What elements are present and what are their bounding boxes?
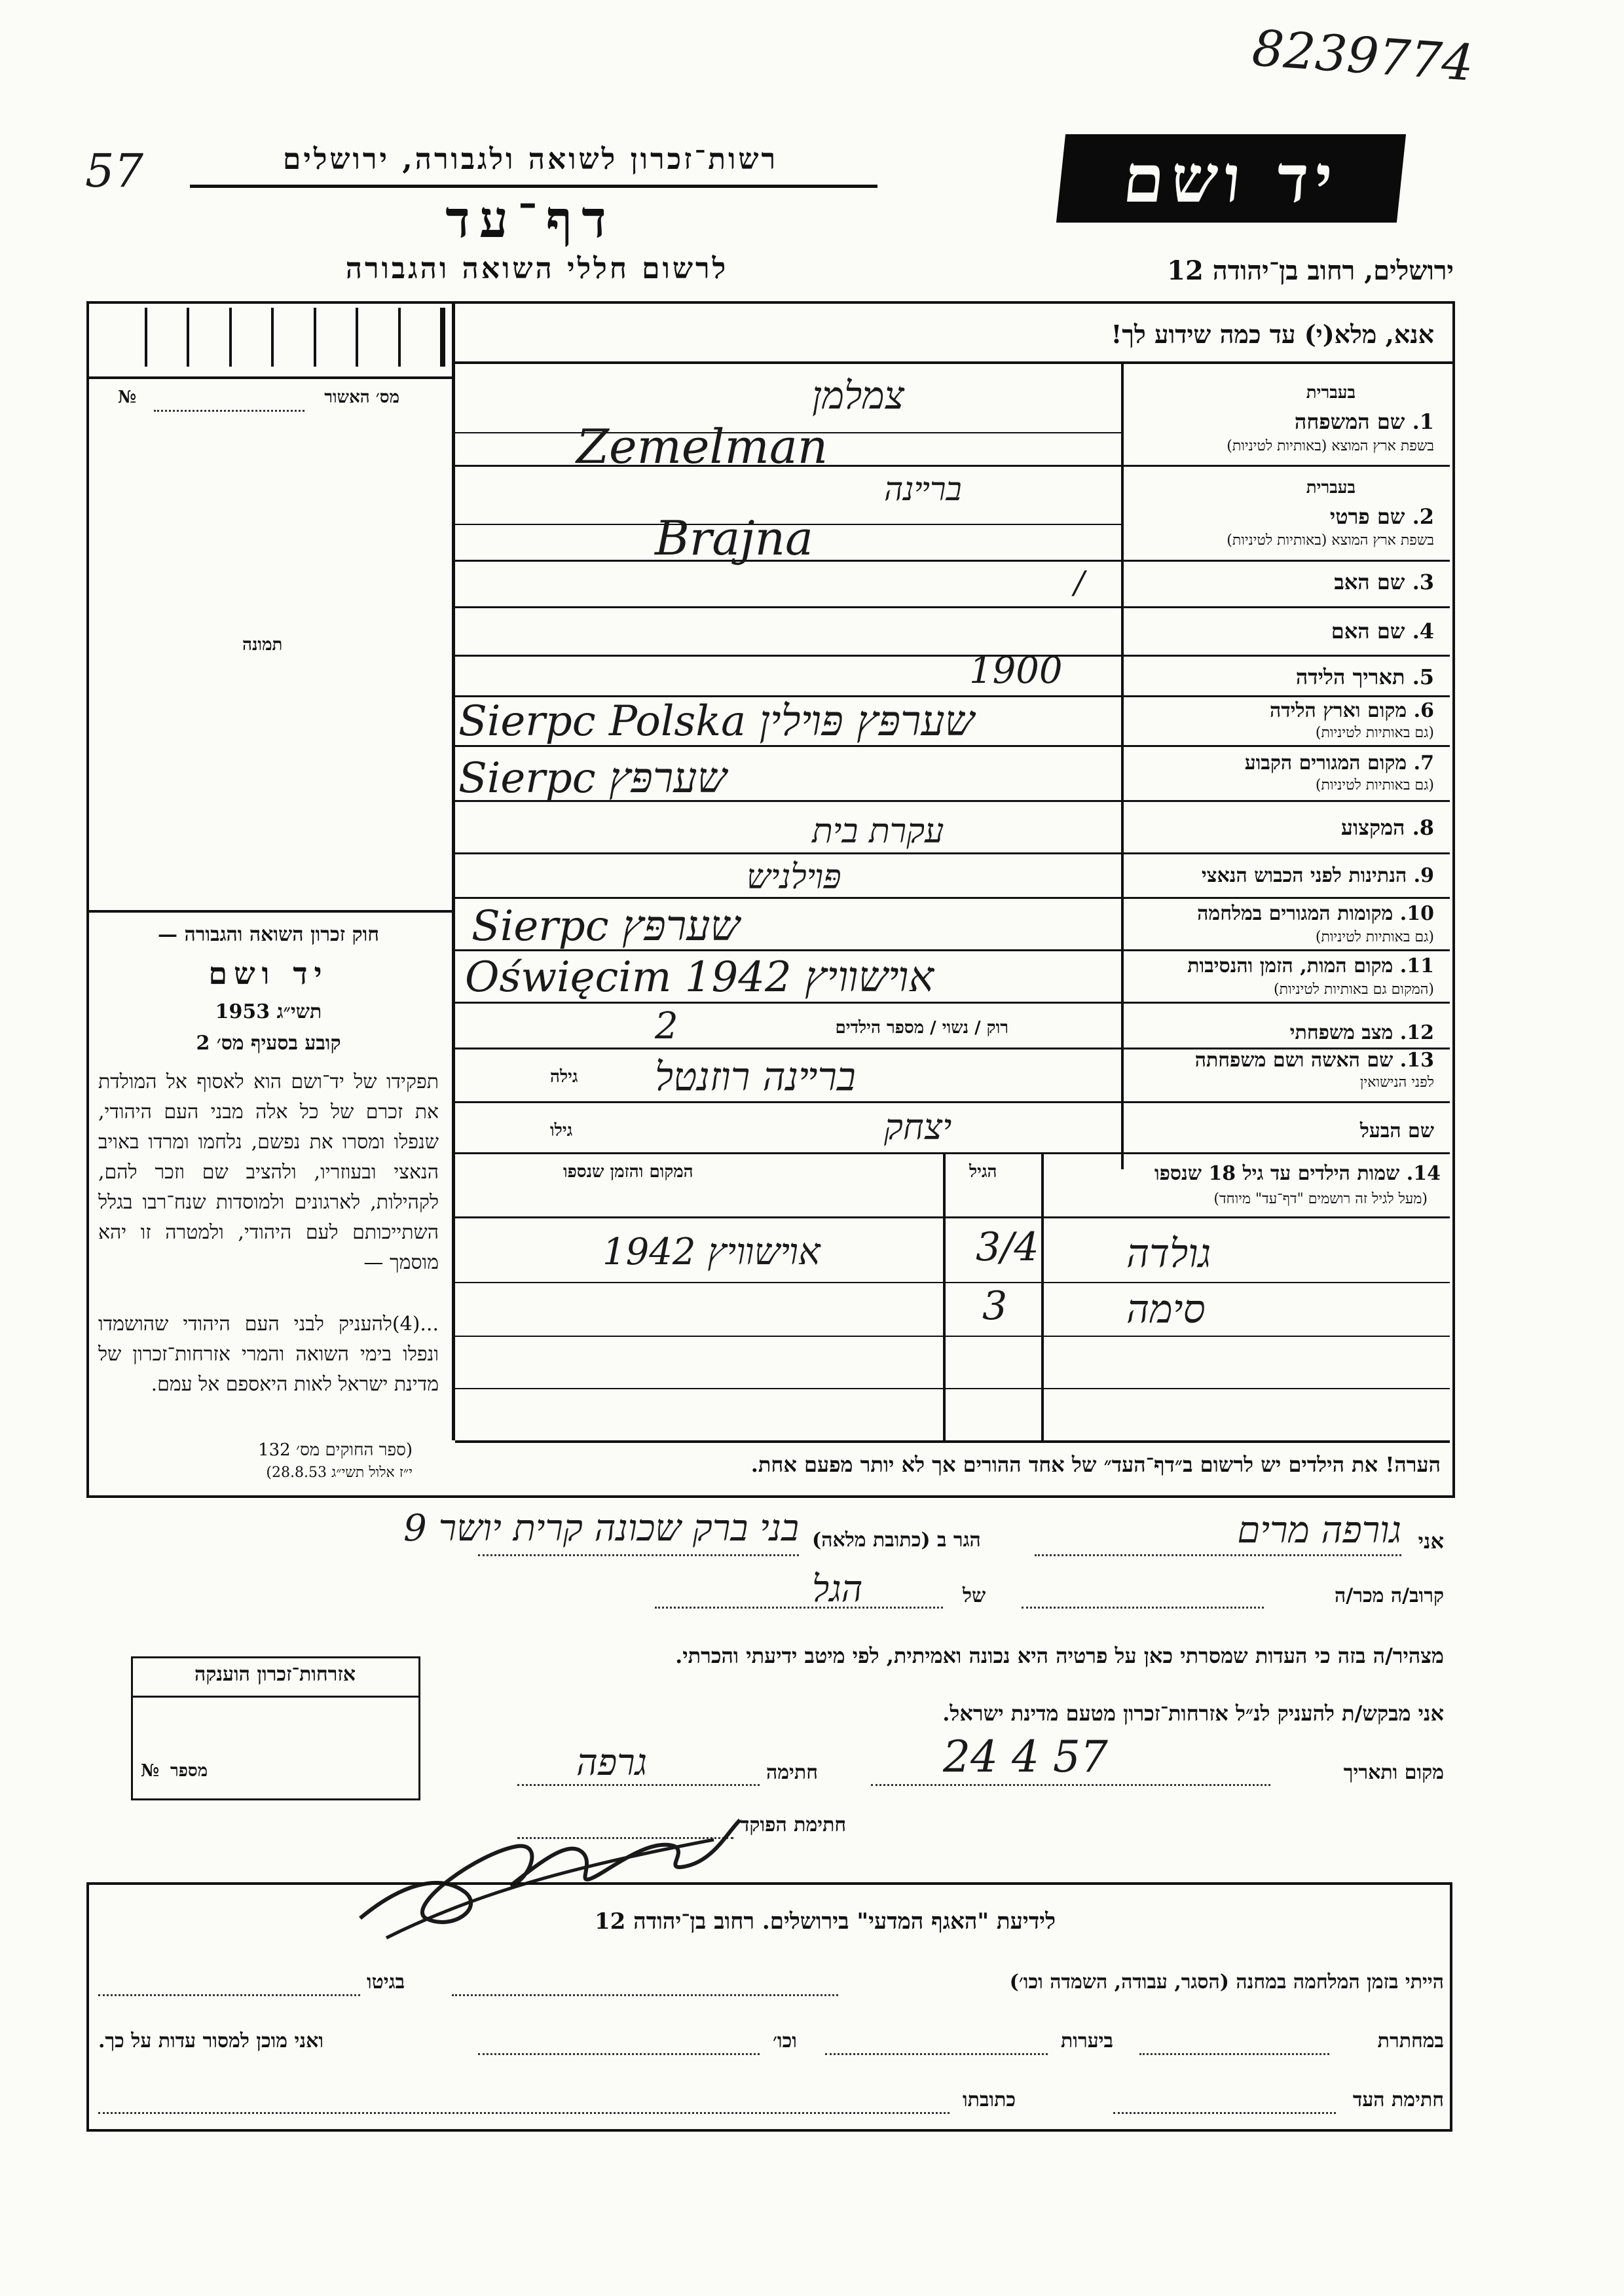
declarant-signature: גרפה bbox=[576, 1741, 648, 1784]
children-col-age-right bbox=[1041, 1152, 1044, 1440]
declarant-resides-label: הגר ב (כתובת מלאה) bbox=[812, 1529, 981, 1552]
corner-mark: 57 bbox=[85, 144, 144, 198]
field-1-hebrew-tag: בעברית bbox=[1306, 383, 1356, 403]
children-header-place: המקום והזמן שנספו bbox=[563, 1162, 693, 1182]
field-13-sub: לפני הנישואין bbox=[1359, 1074, 1434, 1091]
note-text: הערה! את הילדים יש לרשום ב״דף־העד״ של אחד ההורים אך לא יותר מפעם אחת. bbox=[750, 1452, 1441, 1477]
children-count-value: 2 bbox=[655, 1005, 678, 1048]
field-11-text: מקום המות, הזמן והנסיבות bbox=[1187, 955, 1393, 977]
occupation-value: עקרת בית bbox=[812, 812, 944, 851]
death-place-value: Oświęcim אױשװיץ 1942 bbox=[465, 953, 934, 1002]
field-4-label bbox=[1331, 619, 1434, 644]
field-5-text: תאריך הלידה bbox=[1295, 665, 1405, 689]
field-7-num: 7. bbox=[1413, 752, 1434, 774]
witness-address-dots bbox=[98, 2112, 950, 2114]
logo-text: יד ושם bbox=[1119, 139, 1343, 217]
husband-label: שם הבעל bbox=[1359, 1120, 1434, 1142]
field-6-text: מקום וארץ הלידה bbox=[1269, 699, 1407, 722]
note-top-line bbox=[455, 1440, 1450, 1443]
child-1-name: גולדה bbox=[1126, 1231, 1211, 1277]
field-6-num: 6. bbox=[1413, 699, 1434, 722]
signature-label: חתימה bbox=[766, 1761, 818, 1784]
residence-value: Sierpc שערפּץ bbox=[458, 754, 727, 803]
etc-label: וכו׳ bbox=[773, 2030, 797, 2052]
field-11-label bbox=[1187, 955, 1434, 977]
field-9-text: הנתינות לפני הכבוש הנאצי bbox=[1201, 864, 1407, 887]
field-11-sub: (המקום גם באותיות לטיניות) bbox=[1274, 981, 1434, 998]
field-13-line bbox=[455, 1101, 1450, 1103]
wartime-residence-value: Sierpc שערפּץ bbox=[471, 902, 740, 951]
law-clause: קובע בסעיף מס׳ 2 bbox=[196, 1032, 341, 1055]
field-8-line bbox=[455, 852, 1450, 854]
field-9-line bbox=[455, 897, 1450, 899]
birth-date-value: 1900 bbox=[969, 649, 1063, 692]
field-5-num: 5. bbox=[1412, 665, 1434, 689]
field-2-label bbox=[1330, 504, 1434, 529]
birth-place-value: Sierpc Polska שערפּץ פּױלין bbox=[458, 697, 974, 746]
ghetto-dots bbox=[98, 1994, 360, 1996]
form-title: דף־עד bbox=[445, 190, 616, 249]
certificate-row-line bbox=[86, 376, 453, 379]
husband-inline: גילו bbox=[550, 1121, 573, 1140]
info-title: לידיעת "האגף המדעי" בירושלים. רחוב בן־יהודה 12 bbox=[595, 1908, 1056, 1935]
field-13-text: שם האשה ושם משפחתה bbox=[1194, 1049, 1393, 1072]
field-7-label bbox=[1245, 752, 1434, 774]
declarant-address-dots bbox=[478, 1554, 799, 1556]
field-8-text: המקצוע bbox=[1340, 815, 1405, 840]
child-2-name: סימה bbox=[1126, 1286, 1206, 1332]
declarant-i-label: אני bbox=[1418, 1529, 1444, 1554]
field-1-sub: בשפת ארץ המוצא (באותיות לטיניות) bbox=[1227, 438, 1434, 454]
signature-dots bbox=[517, 1784, 760, 1786]
wife-name-value: ברײנה רוזנטל bbox=[655, 1054, 856, 1100]
field-2-sub: בשפת ארץ המוצא (באותיות לטיניות) bbox=[1227, 532, 1434, 549]
surname-hebrew: צמלמן bbox=[812, 373, 905, 418]
forests-label: ביערות bbox=[1061, 2030, 1114, 2052]
photo-area-line bbox=[86, 910, 453, 913]
citizenship-number-label: מספר bbox=[170, 1761, 208, 1781]
bottom-frame-right bbox=[1450, 1882, 1452, 2131]
law-source-2: י״ז אלול תשי״ג 28.8.53) bbox=[266, 1465, 413, 1481]
intro-row-line bbox=[452, 361, 1452, 364]
yad-vashem-logo bbox=[1056, 134, 1406, 223]
field-2-num: 2. bbox=[1412, 504, 1434, 529]
authority-underline bbox=[190, 185, 877, 188]
field-2-line bbox=[455, 560, 1450, 562]
field-10-num: 10. bbox=[1399, 902, 1434, 925]
field-2-hebrew-tag: בעברית bbox=[1306, 478, 1356, 498]
field-10-sub: (גם באותיות לטיניות) bbox=[1315, 929, 1434, 945]
surname-latin: Zemelman bbox=[576, 419, 828, 474]
field-10-text: מקומות המגורים במלחמה bbox=[1197, 902, 1393, 925]
given-hebrew: ברײנה bbox=[884, 470, 962, 508]
left-column-divider bbox=[452, 301, 455, 1440]
witness-signature-dots bbox=[1113, 2112, 1336, 2114]
ghetto-label: בגיטו bbox=[367, 1971, 405, 1994]
camp-dots bbox=[452, 1994, 838, 1996]
ready-label: ואני מוכן למסור עדות על כך. bbox=[98, 2030, 324, 2052]
relation-dots bbox=[655, 1607, 943, 1609]
field-11-line bbox=[455, 1002, 1450, 1004]
underground-dots bbox=[1139, 2053, 1329, 2055]
husband-name-value: יצחק bbox=[884, 1106, 952, 1148]
signature-stroke bbox=[360, 1820, 740, 1922]
citizenship-value: פּױלניש bbox=[747, 858, 841, 897]
field-13-label bbox=[1195, 1049, 1434, 1072]
child-1-place: אױשװיץ 1942 bbox=[602, 1231, 821, 1273]
citizenship-title-line bbox=[131, 1696, 419, 1698]
field-11-num: 11. bbox=[1399, 955, 1434, 977]
field-4-line bbox=[455, 655, 1450, 657]
authority-name: רשות־זכרון לשואה ולגבורה, ירושלים bbox=[282, 143, 779, 176]
official-label: חתימת הפוקד bbox=[740, 1813, 847, 1836]
declarant-name-dots bbox=[1035, 1554, 1401, 1556]
field-3-text: שם האב bbox=[1334, 570, 1405, 594]
declarant-name: גורפה מרים bbox=[1237, 1509, 1401, 1552]
relative-of-label: של bbox=[963, 1584, 986, 1607]
etc-dots bbox=[478, 2053, 760, 2055]
field-4-text: שם האם bbox=[1331, 619, 1405, 644]
forests-dots bbox=[825, 2053, 1048, 2055]
declaration-date: 24 4 57 bbox=[943, 1732, 1108, 1782]
witness-address-label: כתובתו bbox=[963, 2088, 1016, 2111]
field-1-text: שם המשפחה bbox=[1294, 409, 1405, 434]
header-address: ירושלים, רחוב בן־יהודה 12 bbox=[1167, 255, 1454, 286]
request-text: אני מבקש/ת להעניק לנ״ל אזרחות־זכרון מטעם מדינת ישראל. bbox=[942, 1701, 1444, 1726]
children-header-line bbox=[455, 1216, 1450, 1218]
law-name: יד ושם bbox=[208, 956, 329, 991]
children-row-3-line bbox=[455, 1388, 1450, 1389]
field-9-num: 9. bbox=[1413, 864, 1434, 887]
law-clause-4: ...(4)להעניק לבני העם היהודי שהושמדו ונפלו בימי השואה והמרי אזרחות־זכרון של מדינת ישראל לאות היאספם אל עמם. bbox=[98, 1313, 439, 1396]
field-4-num: 4. bbox=[1412, 619, 1434, 644]
field-12-num: 12. bbox=[1399, 1021, 1434, 1044]
certificate-label: מס׳ האשור bbox=[324, 388, 399, 407]
law-year: תשי״ג 1953 bbox=[215, 1000, 322, 1023]
field-7-sub: (גם באותיות לטיניות) bbox=[1315, 777, 1434, 793]
husband-line bbox=[455, 1152, 1450, 1154]
father-value: / bbox=[1074, 564, 1085, 601]
field-1-label bbox=[1295, 409, 1434, 434]
field-1-num: 1. bbox=[1412, 409, 1434, 434]
field-8-num: 8. bbox=[1412, 815, 1434, 840]
witness-signature-label: חתימת העד bbox=[1352, 2088, 1444, 2111]
field-8-label bbox=[1341, 815, 1434, 840]
field-7-text: מקום המגורים הקבוע bbox=[1244, 752, 1407, 774]
bottom-frame-left bbox=[86, 1882, 89, 2131]
field-6-sub: (גם באותיות לטיניות) bbox=[1315, 725, 1434, 741]
law-title: חוק זכרון השואה והגבורה — bbox=[158, 923, 379, 946]
info-line-1: הייתי בזמן המלחמה במחנה (הסגר, עבודה, השמדה וכו׳) bbox=[1009, 1971, 1444, 1994]
relative-label: קרוב/ה מכר/ה bbox=[1335, 1584, 1444, 1607]
bottom-frame-bottom bbox=[86, 2129, 1452, 2132]
given-latin: Brajna bbox=[655, 511, 813, 566]
intro-text: אנא, מלא(י) עד כמה שידוע לך! bbox=[1111, 319, 1434, 349]
field-12-label bbox=[1290, 1021, 1434, 1044]
child-1-age: 3/4 bbox=[976, 1224, 1039, 1270]
field-3-num: 3. bbox=[1412, 570, 1434, 594]
field-13-num: 13. bbox=[1399, 1049, 1434, 1072]
field-12-inline: רוק / נשוי / מספר הילדים bbox=[835, 1018, 1008, 1038]
children-row-2-line bbox=[455, 1336, 1450, 1337]
photo-label: תמונה bbox=[242, 635, 283, 655]
dashed-separator bbox=[86, 1882, 1452, 1885]
field-9-label bbox=[1202, 864, 1434, 887]
field-10-label bbox=[1197, 902, 1434, 925]
declaration-text: מצהיר/ה בזה כי העדות שמסרתי כאן על פרטיה היא נכונה ואמיתית, לפי מיטב ידיעתי והכרתי. bbox=[675, 1643, 1444, 1668]
child-2-age: 3 bbox=[982, 1283, 1008, 1329]
law-text: תפקידו של יד־ושם הוא לאסוף אל המולדת את זכרם של כל אלה מבני העם היהודי, שנפלו ומסרו את נפשם, נלחמו ומרדו באויב הנאצי ובעוזריו, ולהציב שם וזכר להם, לקהילות, לארגונים ולמוסדות שנח־רבו בגלל השתייכותם לעם היהודי, ולמטרה זו יהא מוסמך — bbox=[98, 1070, 439, 1274]
children-header bbox=[1154, 1162, 1441, 1185]
field-5-label bbox=[1296, 665, 1434, 689]
relative-relation: הגל bbox=[812, 1568, 863, 1611]
field-13-inline: גילה bbox=[550, 1067, 578, 1087]
children-header-names: שמות הילדים עד גיל 18 שנספו bbox=[1154, 1162, 1400, 1185]
children-header-sub: (מעל לגיל זה רושמים "דף־עד" מיוחד) bbox=[1213, 1191, 1428, 1207]
place-date-label: מקום ותאריך bbox=[1343, 1761, 1444, 1784]
field-2-text: שם פרטי bbox=[1329, 504, 1405, 529]
place-date-dots bbox=[871, 1784, 1270, 1786]
children-header-age: הגיל bbox=[969, 1162, 997, 1182]
form-subtitle: לרשום חללי השואה והגבורה bbox=[345, 252, 729, 285]
declarant-address: בני ברק שכונה קרית יושר 9 bbox=[403, 1507, 799, 1550]
field-12-text: מצב משפחתי bbox=[1289, 1021, 1393, 1044]
children-row-1-line bbox=[455, 1282, 1450, 1283]
certificate-dots bbox=[154, 410, 304, 412]
children-num: 14. bbox=[1406, 1162, 1441, 1185]
field-3-line bbox=[455, 606, 1450, 608]
field-3-label bbox=[1334, 570, 1434, 594]
law-source: (ספר החוקים מס׳ 132 bbox=[258, 1440, 413, 1460]
citizenship-number-suffix: № bbox=[141, 1761, 160, 1781]
relative-dots bbox=[1022, 1607, 1264, 1609]
children-col-age-left bbox=[943, 1152, 946, 1440]
citizenship-title: אזרחות־זכרון הוענקה bbox=[194, 1663, 356, 1686]
archive-number: 8239774 bbox=[1249, 18, 1475, 92]
underground-label: במחתרת bbox=[1377, 2030, 1444, 2052]
certificate-suffix: № bbox=[118, 388, 137, 407]
certificate-boxes bbox=[105, 308, 445, 367]
field-6-label bbox=[1270, 699, 1434, 722]
